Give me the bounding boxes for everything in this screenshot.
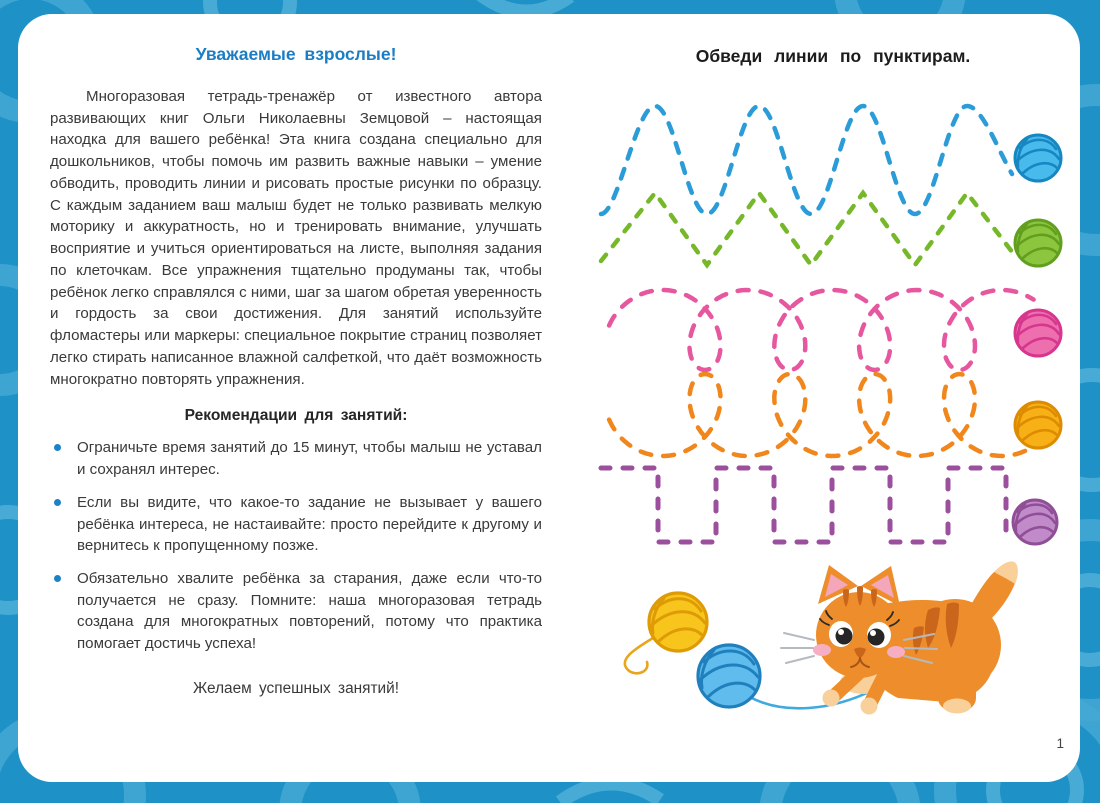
- list-item-text: Если вы видите, что какое-то задание не вызывает у вашего ребёнка интереса, не настаивайте: просто перейдите к другому и вернитесь к пропущенному позже.: [77, 494, 542, 554]
- bullet-dot-icon: [54, 499, 61, 506]
- loops-dashed-line: [609, 290, 1034, 370]
- yarn-ball-blue-large: [698, 645, 760, 707]
- page-number: 1: [1056, 736, 1064, 751]
- recommendations-list: [50, 437, 542, 654]
- yarn-ball-pink: [1015, 310, 1061, 356]
- activity-instruction: Обведи линии по пунктирам.: [695, 46, 971, 66]
- yarn-ball-green: [1015, 220, 1061, 266]
- yarn-ball-blue: [1015, 135, 1061, 181]
- square-wave-dashed-line: [601, 468, 1006, 542]
- left-page: [50, 44, 542, 698]
- recommendations-title: Рекомендации для занятий:: [184, 407, 408, 425]
- closing-line: Желаем успешных занятий!: [193, 680, 399, 698]
- yarn-ball-purple: [1013, 500, 1057, 544]
- list-item-text: Ограничьте время занятий до 15 минут, чтобы малыш не уставал и сохранял интерес.: [77, 439, 542, 478]
- loops-dashed-line: [609, 374, 1034, 456]
- cat-rear-paw: [943, 699, 971, 714]
- yarn-ball-yellow-large: [649, 593, 707, 651]
- trace-row-square-wave: [598, 458, 1068, 558]
- zigzag-dashed-line: [601, 193, 1016, 265]
- cat: [781, 562, 1018, 715]
- bullet-dot-icon: [54, 575, 61, 582]
- cat-illustration: [598, 548, 1068, 733]
- bullet-dot-icon: [54, 444, 61, 451]
- trace-row-zigzag: [598, 185, 1068, 280]
- trace-row-loops-down: [598, 282, 1068, 382]
- list-item-text: Обязательно хвалите ребёнка за старания, даже если что-то получается не сразу. Помните: наша многоразовая тетрадь создана для многократных повторений, потому что практика помогает достичь успеха!: [77, 570, 542, 652]
- intro-paragraph: Многоразовая тетрадь-тренажёр от известного автора развивающих книг Ольги Николаевны Земцовой – настоящая находка для вашего ребёнка! Эта книга создана специально для дошкольников, чтобы помочь им развить важные навыки – умение обводить, проводить линии и рисовать простые рисунки по образцу. С каждым заданием ваш малыш будет не только развивать мелкую моторику и аккуратность, но и тренировать внимание, улучшать восприятие и учиться ориентироваться на листе, выполняя задания по клеточкам. Все упражнения тщательно продуманы так, чтобы ребёнок легко справлялся с ними, шаг за шагом обретая уверенность и гордость за свои достижения. Для занятий используйте фломастеры или маркеры: специальное покрытие страниц позволяет легко стирать написанное влажной салфеткой, что даёт возможность многократно повторять упражнения.: [50, 88, 542, 388]
- page-sheet: [18, 14, 1080, 782]
- left-page-title: Уважаемые взрослые!: [195, 44, 397, 64]
- list-item: [50, 492, 542, 556]
- list-item: [50, 437, 542, 480]
- list-item: [50, 568, 542, 654]
- yarn-ball-orange: [1015, 402, 1061, 448]
- yellow-yarn-string: [625, 638, 653, 673]
- trace-row-loops-up: [598, 368, 1068, 468]
